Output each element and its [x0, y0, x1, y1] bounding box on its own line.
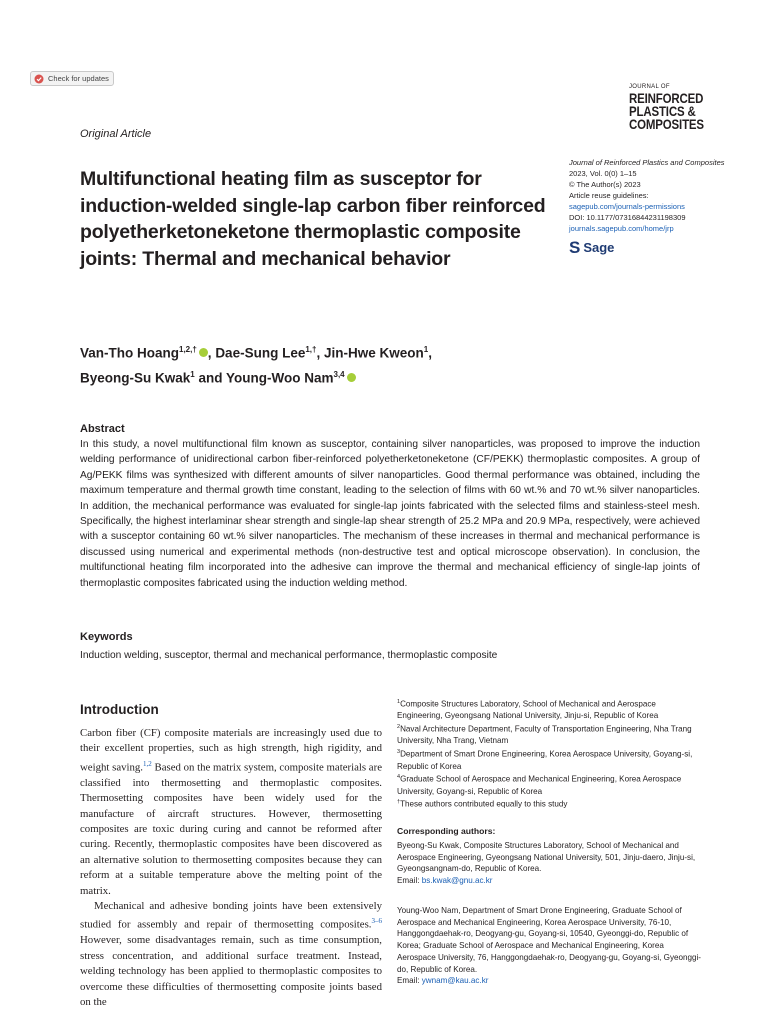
affiliation-text: Composite Structures Laboratory, School of Mechanical and Aerospace Engineering, Gyeongsang National University, Jinju-si, Republic of Korea: [397, 699, 659, 721]
affiliation-item: [397, 747, 703, 772]
author-separator: and: [194, 370, 226, 385]
author-list: [80, 339, 540, 388]
affiliation-text: Naval Architecture Department, Faculty of Transportation Engineering, Nha Trang University, Nha Trang, Vietnam: [397, 724, 692, 746]
paper-title: Multifunctional heating film as susceptor for induction-welded single-lap carbon fiber reinforced polyetherketoneketone thermoplastic composite joints: Thermal and mechanical behavior: [80, 168, 546, 270]
journal-copyright: © The Author(s) 2023: [569, 180, 641, 189]
abstract-heading: Abstract: [80, 423, 125, 435]
affiliation-sup: 2: [397, 724, 401, 731]
journal-name: Journal of Reinforced Plastics and Composites: [569, 158, 725, 167]
email-link[interactable]: bs.kwak@gnu.ac.kr: [421, 876, 493, 886]
author-separator: ,: [316, 345, 324, 361]
corresponding-author-1: [397, 840, 703, 887]
affiliation-text: Graduate School of Aerospace and Mechanical Engineering, Korea Aerospace University, Goyang-si, Republic of Korea: [397, 774, 682, 796]
journal-logo-line: PLASTICS &: [629, 103, 696, 119]
author-name: Young-Woo Nam: [226, 370, 334, 385]
keywords-heading: Keywords: [80, 631, 133, 643]
corresponding-address: Young-Woo Nam, Department of Smart Drone Engineering, Graduate School of Aerospace and Mechanical Engineering, Korea Aerospace University, 76-10, Hanggongdaehak-ro, Deogyang-gu, Goyang-si, 10540, Gyeonggi-do, Republic of Korea; Graduate School of Aerospace and Mechanical Engineering, Korea Aerospace University, 76, Hanggongdaehak-ro, Deogyang-gu, Goyang-si, Gyeonggi-do, Republic of Korea.: [397, 906, 701, 974]
sage-s-icon: S: [569, 238, 581, 257]
citation-link[interactable]: 1,2: [143, 759, 152, 768]
article-type: Original Article: [80, 128, 152, 140]
email-link[interactable]: ywnam@kau.ac.kr: [421, 976, 489, 986]
introduction-body: [80, 726, 382, 1011]
orcid-icon[interactable]: [347, 373, 356, 382]
keywords-text: Induction welding, susceptor, thermal and mechanical performance, thermoplastic composite: [80, 650, 498, 661]
abstract-text: In this study, a novel multifunctional film known as susceptor, containing silver nanoparticles, was proposed to improve the induction welding performance of unidirectional carbon fiber-reinforced polyetherketoneketone (CF/PEKK) thermoplastic composites. A group of Ag/PEKK films was synthesized with different amounts of silver nanoparticles. Good thermal performance was obtained, including the maximum temperature and thermal growth time constant, leading to the selection of films with 60 wt.% and 70 wt.% silver nanoparticles. In addition, the mechanical performance was evaluated for single-lap joints fabricated with the selected films and stainless-steel mesh. Specifically, the highest interlaminar shear strength and single-lap shear strength of 25.2 MPa and 20.9 MPa, respectively, were achieved with a susceptor containing 60 wt.% silver nanoparticles. The mechanism of these increases in thermal and mechanical performance is discussed using numerical and experimental methods (non-destructive test and optical microscope observation). In conclusion, the multifunctional heating film incorporated into the adhesive can improve the thermal and mechanical efficiency of single-lap joints of thermoplastic composites fabricated using the induction welding method.: [80, 439, 700, 589]
author-name: Dae-Sung Lee: [215, 345, 306, 361]
orcid-icon[interactable]: [199, 348, 208, 357]
affiliation-sup: 1: [397, 699, 401, 705]
corresponding-author-2: [397, 905, 703, 987]
reuse-link[interactable]: sagepub.com/journals-permissions: [569, 202, 685, 211]
publisher-logo: [569, 239, 729, 256]
corresponding-heading: Corresponding authors:: [397, 826, 496, 836]
author-affiliation-sup: 1,†: [305, 345, 317, 354]
affiliation-item: [397, 697, 703, 722]
affiliation-text: These authors contributed equally to this study: [400, 800, 568, 810]
paragraph-text: Mechanical and adhesive bonding joints have been extensively studied for assembly and repair of thermosetting composites.: [80, 900, 382, 932]
affiliation-sup: 4: [397, 774, 401, 781]
author-affiliation-sup: 1: [423, 345, 429, 354]
author-name: Van-Tho Hoang: [80, 345, 179, 361]
journal-logo: [629, 84, 719, 131]
author-affiliation-sup: 1,2,†: [179, 345, 197, 354]
corresponding-address: Byeong-Su Kwak, Composite Structures Laboratory, School of Mechanical and Aerospace Engineering, Gyeongsang National University, 501, Jinju-daero, Jinju-si, Gyeongsangnam-do, Republic of Korea.: [397, 841, 696, 874]
affiliation-item: [397, 722, 703, 747]
journal-info: [569, 157, 729, 256]
journal-logo-line: REINFORCED: [629, 90, 704, 106]
author-separator: ,: [207, 345, 216, 361]
affiliation-sup: †: [397, 799, 401, 806]
paragraph-text: However, some disadvantages remain, such as time consumption, stress concentration, and additional surface treatment. Instead, welding technology has been applied to thermoplastic composites to overcome these difficulties of thermosetting composite joints based on the: [80, 934, 382, 1009]
affiliation-sup: 3: [397, 749, 401, 756]
journal-home-link[interactable]: journals.sagepub.com/home/jrp: [569, 224, 674, 233]
email-label: Email:: [397, 876, 422, 886]
check-for-updates-button[interactable]: [30, 71, 114, 86]
author-separator: ,: [428, 345, 432, 361]
journal-volume: 2023, Vol. 0(0) 1–15: [569, 169, 637, 178]
reuse-label: Article reuse guidelines:: [569, 191, 649, 200]
doi: DOI: 10.1177/07316844231198309: [569, 213, 686, 222]
affiliation-item: [397, 772, 703, 797]
check-for-updates-icon: [34, 74, 44, 84]
journal-logo-prefix: JOURNAL OF: [629, 84, 670, 90]
citation-link[interactable]: 3–6: [371, 917, 382, 926]
journal-logo-line: COMPOSITES: [629, 116, 704, 132]
email-label: Email:: [397, 976, 422, 986]
introduction-heading: Introduction: [80, 702, 159, 717]
introduction-paragraph: [80, 726, 382, 899]
paragraph-text: Carbon fiber (CF) composite materials are increasingly used due to their excellent properties, such as high strength, high rigidity, and weight saving.: [80, 727, 382, 774]
author-name: Byeong-Su Kwak: [80, 370, 191, 385]
affiliation-text: Department of Smart Drone Engineering, Korea Aerospace University, Goyang-si, Republic of Korea: [397, 749, 693, 771]
author-affiliation-sup: 1: [190, 369, 195, 379]
author-name: Jin-Hwe Kweon: [323, 345, 424, 361]
author-affiliation-sup: 3,4: [333, 369, 345, 379]
publisher-name: Sage: [583, 240, 615, 255]
affiliation-item: [397, 797, 703, 810]
affiliation-list: [397, 697, 703, 811]
paragraph-text: Based on the matrix system, composite materials are classified into thermosetting and thermoplastic composites. Thermosetting composites have been widely used for the manufacture of aircraft structures. However, thermosetting composites are toxic during curing and cannot be reformed after curing. Recently, thermoplastic composites have been discovered as an alternative solution to thermosetting composites because they can reform at a suitable temperature above the melting point of the matrix.: [80, 761, 382, 897]
introduction-paragraph: [80, 899, 382, 1010]
check-for-updates-label: Check for updates: [48, 74, 109, 83]
